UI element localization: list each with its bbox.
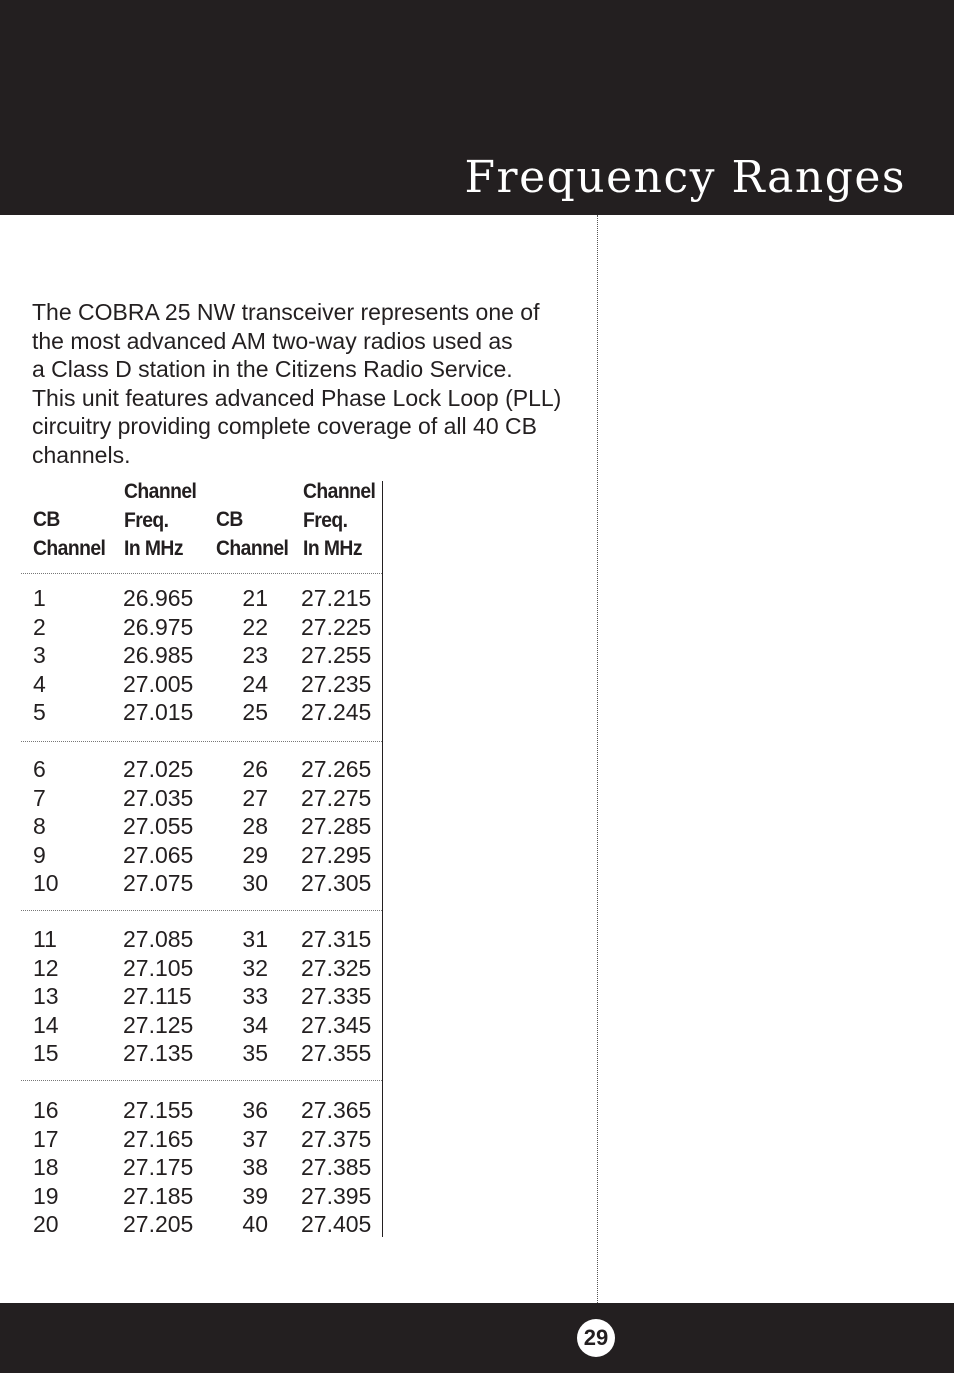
- cell-frequency: 27.315: [301, 926, 372, 952]
- cell-frequency: 27.175: [123, 1154, 194, 1180]
- intro-line: circuitry providing complete coverage of all 40 CB: [32, 413, 537, 439]
- header-text: Freq.: [303, 508, 348, 532]
- header-band: [0, 0, 954, 215]
- header-text: Freq.: [124, 508, 169, 532]
- cell-channel: 1: [33, 585, 46, 611]
- cell-frequency: 26.985: [123, 642, 194, 668]
- cell-channel: 40: [242, 1211, 268, 1237]
- cell-channel: 30: [242, 870, 268, 896]
- page-number: 29: [577, 1319, 615, 1357]
- cell-channel: 37: [242, 1125, 268, 1152]
- cell-channel: 20: [33, 1211, 59, 1237]
- cell-frequency: 27.005: [123, 670, 194, 697]
- cell-channel: 10: [33, 870, 59, 896]
- header-text: Channel: [124, 480, 197, 503]
- cell-channel: 9: [33, 841, 46, 868]
- cell-frequency: 27.275: [301, 784, 372, 811]
- header-text: CB: [33, 508, 60, 531]
- cell-frequency: 27.405: [301, 1211, 372, 1237]
- cell-channel: 24: [242, 670, 268, 697]
- cell-frequency: 27.055: [123, 813, 194, 839]
- cell-channel: 18: [33, 1154, 59, 1180]
- cell-frequency: 27.155: [123, 1097, 194, 1123]
- cell-frequency: 27.165: [123, 1125, 194, 1152]
- table-group-separator: [21, 741, 382, 742]
- cell-channel: 6: [33, 756, 46, 782]
- header-text: Channel: [216, 536, 289, 560]
- cell-channel: 39: [242, 1182, 268, 1209]
- table-group-separator: [21, 910, 382, 911]
- header-text: In MHz: [303, 537, 362, 560]
- cell-channel: 17: [33, 1125, 59, 1152]
- cell-channel: 7: [33, 784, 46, 811]
- cell-channel: 23: [242, 642, 268, 668]
- cell-frequency: 27.385: [301, 1154, 372, 1180]
- cell-frequency: 27.295: [301, 841, 372, 868]
- footer-band: [0, 1303, 954, 1373]
- header-freq-1: [124, 478, 196, 564]
- cell-frequency: 27.035: [123, 784, 194, 811]
- cell-channel: 32: [242, 954, 268, 981]
- cell-frequency: 27.135: [123, 1040, 194, 1066]
- cell-frequency: 27.085: [123, 926, 194, 952]
- cell-frequency: 27.245: [301, 699, 372, 725]
- header-cb-channel-1: [33, 506, 105, 563]
- cell-channel: 35: [242, 1040, 268, 1066]
- cell-channel: 19: [33, 1182, 59, 1209]
- cell-channel: 27: [242, 784, 268, 811]
- header-freq-2: [303, 478, 375, 564]
- cell-frequency: 27.375: [301, 1125, 372, 1152]
- cell-frequency: 27.225: [301, 613, 372, 640]
- table-group-separator: [21, 573, 382, 574]
- cell-channel: 33: [242, 983, 268, 1009]
- cell-frequency: 27.185: [123, 1182, 194, 1209]
- cell-channel: 5: [33, 699, 46, 725]
- cell-frequency: 27.365: [301, 1097, 372, 1123]
- cell-frequency: 27.335: [301, 983, 372, 1009]
- cell-frequency: 27.305: [301, 870, 372, 896]
- header-text: Channel: [33, 536, 106, 560]
- header-text: Channel: [303, 480, 376, 503]
- intro-line: This unit features advanced Phase Lock Loop (PLL): [32, 384, 562, 411]
- cell-frequency: 27.345: [301, 1011, 372, 1038]
- cell-frequency: 27.395: [301, 1182, 372, 1209]
- cell-frequency: 27.285: [301, 813, 372, 839]
- cell-frequency: 27.325: [301, 954, 372, 981]
- cell-channel: 15: [33, 1040, 59, 1066]
- cell-channel: 16: [33, 1097, 59, 1123]
- cell-frequency: 26.965: [123, 585, 194, 611]
- cell-channel: 29: [242, 841, 268, 868]
- cell-frequency: 27.065: [123, 841, 194, 868]
- cell-frequency: 27.205: [123, 1211, 194, 1237]
- intro-line: The COBRA 25 NW transceiver represents one of: [32, 299, 540, 325]
- intro-line: channels.: [32, 441, 131, 468]
- intro-line: a Class D station in the Citizens Radio Service.: [32, 356, 513, 382]
- cell-frequency: 27.025: [123, 756, 194, 782]
- cell-channel: 28: [242, 813, 268, 839]
- cell-channel: 8: [33, 813, 46, 839]
- header-cb-channel-2: [216, 506, 288, 563]
- table-group-separator: [21, 1080, 382, 1081]
- table-right-rule: [382, 481, 383, 1237]
- cell-channel: 13: [33, 983, 59, 1009]
- cell-channel: 2: [33, 613, 46, 640]
- cell-channel: 11: [33, 926, 57, 952]
- page-title: Frequency Ranges: [464, 152, 906, 203]
- cell-frequency: 27.355: [301, 1040, 372, 1066]
- cell-channel: 31: [242, 926, 268, 952]
- cell-frequency: 27.015: [123, 699, 194, 725]
- cell-channel: 22: [242, 613, 268, 640]
- cell-channel: 26: [242, 756, 268, 782]
- cell-channel: 25: [242, 699, 268, 725]
- cell-channel: 3: [33, 642, 46, 668]
- cell-channel: 38: [242, 1154, 268, 1180]
- cell-channel: 12: [33, 954, 59, 981]
- header-text: In MHz: [124, 537, 183, 560]
- cell-frequency: 27.115: [123, 983, 192, 1009]
- cell-frequency: 27.215: [301, 585, 372, 611]
- cell-frequency: 26.975: [123, 613, 194, 640]
- cell-channel: 36: [242, 1097, 268, 1123]
- cell-frequency: 27.125: [123, 1011, 194, 1038]
- cell-frequency: 27.075: [123, 870, 194, 896]
- cell-channel: 14: [33, 1011, 59, 1038]
- cell-channel: 21: [242, 585, 268, 611]
- cell-frequency: 27.255: [301, 642, 372, 668]
- cell-frequency: 27.265: [301, 756, 372, 782]
- cell-frequency: 27.105: [123, 954, 194, 981]
- cell-channel: 4: [33, 670, 46, 697]
- intro-paragraph: [32, 298, 592, 469]
- cell-channel: 34: [242, 1011, 268, 1038]
- intro-line: the most advanced AM two-way radios used as: [32, 327, 513, 354]
- header-text: CB: [216, 508, 243, 531]
- cell-frequency: 27.235: [301, 670, 372, 697]
- column-divider: [597, 215, 598, 1303]
